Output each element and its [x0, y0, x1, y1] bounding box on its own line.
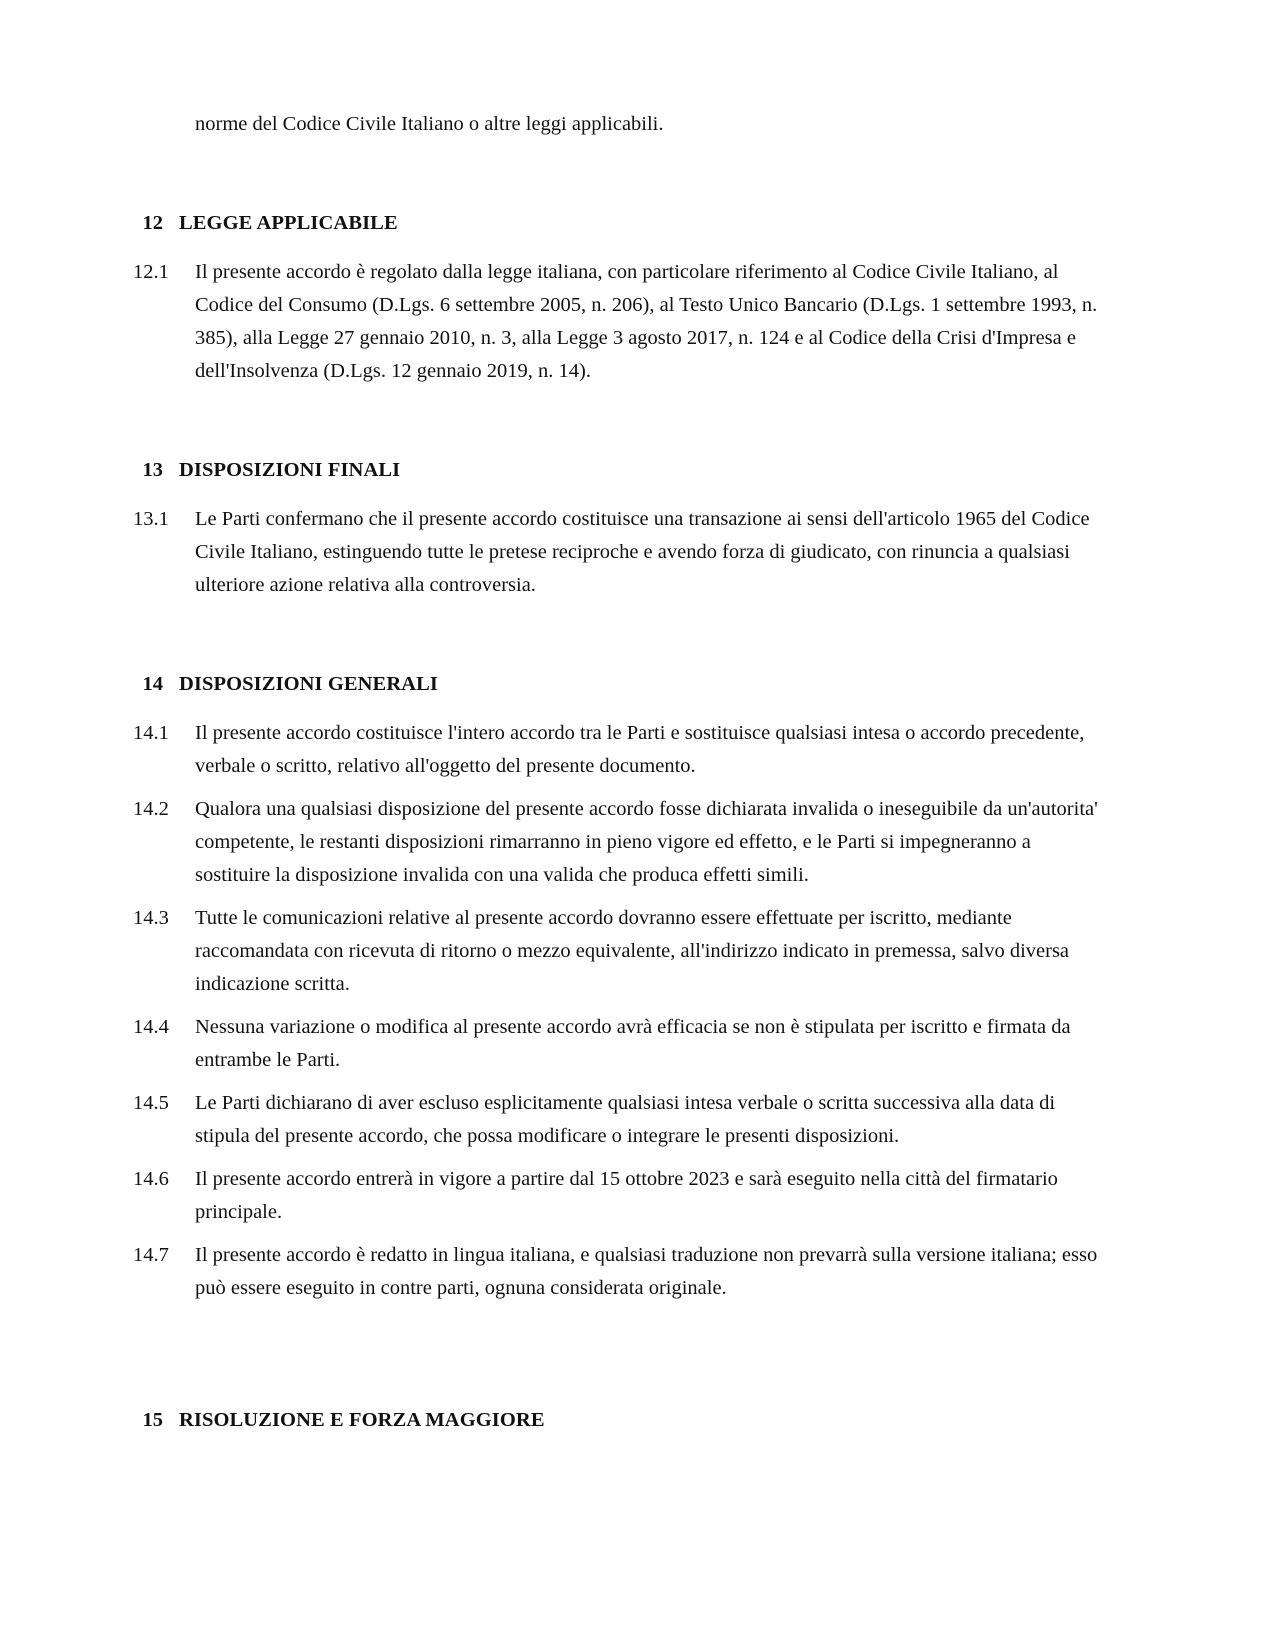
clause-text: Il presente accordo è regolato dalla legge italiana, con particolare riferimento al Codice Civile Italiano, al Codice del Consumo (D.Lgs. 6 settembre 2005, n. 206), al Testo Unico Bancario (D.Lgs. 1 settembre 1993, n. 385), alla Legge 27 gennaio 2010, n. 3, alla Legge 3 agosto 2017, n. 124 e al Codice della Crisi d'Impresa e dell'Insolvenza (D.Lgs. 12 gennaio 2019, n. 14). — [195, 261, 1098, 382]
spacer — [133, 1305, 1100, 1371]
clause-text: Le Parti confermano che il presente accordo costituisce una transazione ai sensi dell'articolo 1965 del Codice Civile Italiano, estinguendo tutte le pretese reciproche e avendo forza di giudicato, con rinuncia a qualsiasi ulteriore azione relativa alla controversia. — [195, 508, 1090, 596]
section-number: 15 — [142, 1409, 163, 1431]
clause-14-5 — [133, 1087, 1100, 1153]
spacer — [133, 1153, 1100, 1163]
clause-text: Il presente accordo entrerà in vigore a partire dal 15 ottobre 2023 e sarà eseguito nella città del firmatario principale. — [195, 1168, 1058, 1223]
clause-number: 14.3 — [133, 907, 169, 929]
clause-number: 14.6 — [133, 1168, 169, 1190]
spacer — [133, 388, 1100, 454]
section-heading-14 — [133, 668, 1100, 701]
section-number: 14 — [142, 673, 163, 695]
clause-number: 12.1 — [133, 261, 169, 283]
spacer — [133, 783, 1100, 793]
clause-14-6 — [133, 1163, 1100, 1229]
section-number: 13 — [142, 459, 163, 481]
section-heading-15 — [133, 1404, 1100, 1437]
spacer — [133, 1077, 1100, 1087]
spacer — [133, 892, 1100, 902]
clause-14-7 — [133, 1239, 1100, 1305]
section-heading-12 — [133, 207, 1100, 240]
clause-text: Il presente accordo è redatto in lingua italiana, e qualsiasi traduzione non prevarrà sulla versione italiana; esso può essere eseguito in contre parti, ognuna considerata originale. — [195, 1244, 1098, 1299]
clause-14-4 — [133, 1011, 1100, 1077]
clause-number: 14.1 — [133, 722, 169, 744]
section-title: DISPOSIZIONI FINALI — [179, 459, 401, 481]
clause-number: 14.2 — [133, 798, 169, 820]
spacer — [133, 487, 1100, 503]
spacer — [133, 1229, 1100, 1239]
clause-number: 14.5 — [133, 1092, 169, 1114]
section-title: LEGGE APPLICABILE — [179, 212, 398, 234]
section-title: RISOLUZIONE E FORZA MAGGIORE — [179, 1409, 545, 1431]
spacer — [133, 240, 1100, 256]
spacer — [133, 602, 1100, 668]
document-body — [133, 108, 1100, 1437]
clause-text: Tutte le comunicazioni relative al presente accordo dovranno essere effettuate per iscritto, mediante raccomandata con ricevuta di ritorno o mezzo equivalente, all'indirizzo indicato in premessa, salvo diversa indicazione scritta. — [195, 907, 1070, 995]
section-number: 12 — [142, 212, 163, 234]
clause-text: Qualora una qualsiasi disposizione del presente accordo fosse dichiarata invalida o ineseguibile da un'autorita' competente, le restanti disposizioni rimarranno in pieno vigore ed effetto, e le Parti si impegneranno a sostituire la disposizione invalida con una valida che produca effetti simili. — [195, 798, 1098, 886]
clause-13-1 — [133, 503, 1100, 602]
clause-12-1 — [133, 256, 1100, 388]
continuation-paragraph: norme del Codice Civile Italiano o altre leggi applicabili. — [195, 113, 664, 135]
spacer — [133, 701, 1100, 717]
section-heading-13 — [133, 454, 1100, 487]
spacer — [133, 1371, 1100, 1404]
clause-14-1 — [133, 717, 1100, 783]
clause-text: Il presente accordo costituisce l'intero accordo tra le Parti e sostituisce qualsiasi intesa o accordo precedente, verbale o scritto, relativo all'oggetto del presente documento. — [195, 722, 1085, 777]
clause-number: 14.4 — [133, 1016, 169, 1038]
section-title: DISPOSIZIONI GENERALI — [179, 673, 438, 695]
clause-14-3 — [133, 902, 1100, 1001]
spacer — [133, 1001, 1100, 1011]
clause-text: Nessuna variazione o modifica al presente accordo avrà efficacia se non è stipulata per iscritto e firmata da entrambe le Parti. — [195, 1016, 1071, 1071]
clause-number: 13.1 — [133, 508, 169, 530]
clause-number: 14.7 — [133, 1244, 169, 1266]
spacer — [133, 141, 1100, 207]
clause-text: Le Parti dichiarano di aver escluso esplicitamente qualsiasi intesa verbale o scritta successiva alla data di stipula del presente accordo, che possa modificare o integrare le presenti disposizioni. — [195, 1092, 1056, 1147]
clause-14-2 — [133, 793, 1100, 892]
